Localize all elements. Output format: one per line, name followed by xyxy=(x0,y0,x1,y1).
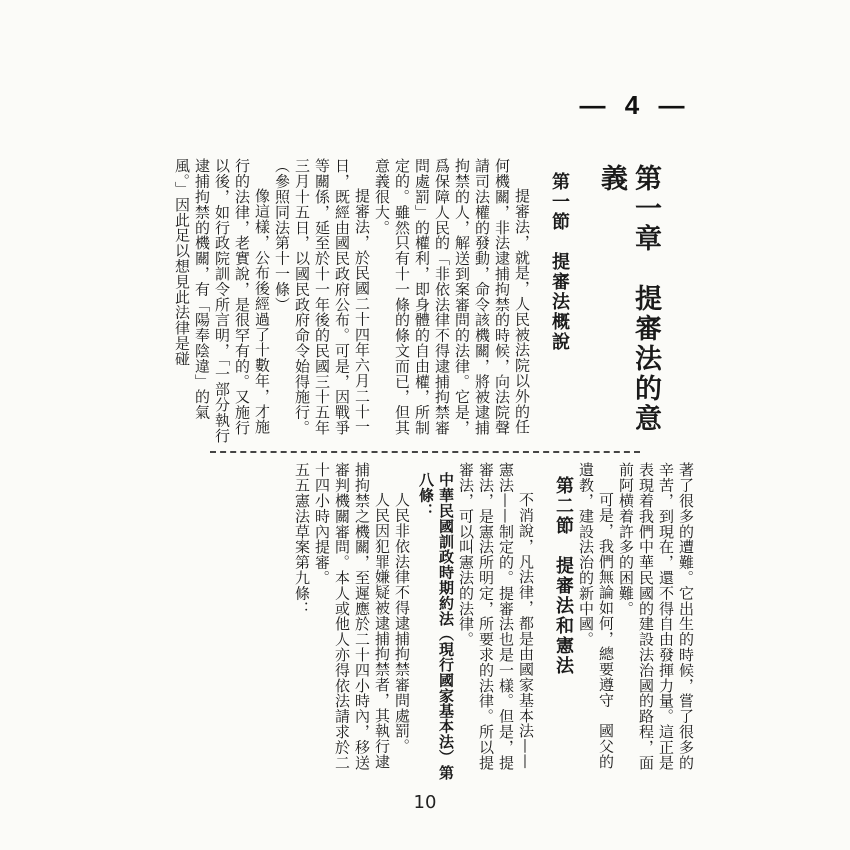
provisional-constitution-title: 中華民國訓政時期約法（現行國家基本法）第八條： xyxy=(417,472,455,780)
paragraph-resolve: 可是，我們無論如何，總要遵守 國父的遺教，建設法治的新中國。 xyxy=(577,462,615,770)
paragraph-constitution: 不消說，凡法律，都是由國家基本法——憲法——制定的。提審法也是一樣。但是，提審法，是憲法所明定，所要求的法律。所以提審法，可以叫憲法的法律。 xyxy=(457,462,535,770)
page-header-number: — 4 — xyxy=(579,90,691,120)
paragraph-promulgation: 提審法，於民國二十四年六月二十一日，既經由國民政府公布。可是，因戰爭等關係，延至於十一年後的民國三十五年三月十五日，以國民政府命令始得施行。（參照同法第十一條） xyxy=(273,158,371,436)
upper-text-block xyxy=(173,158,662,448)
section-title-2: 第二節 提審法和憲法 xyxy=(553,476,574,676)
article8-clause-a: 人民非依法律不得逮捕拘禁審問處罰。 xyxy=(393,492,411,754)
chapter-title: 第一章 提審法的意義 xyxy=(596,164,661,434)
paragraph-continuation: 著了很多的遭難。它出生的時候，嘗了很多的辛苦，到現在，還不得自由發揮力量。這正是表現着我們中華民國的建設法治國的路程，面前阿横着許多的困難。 xyxy=(617,462,695,770)
page-footer-number: 10 xyxy=(413,792,437,813)
article8-clause-b: 人民因犯罪嫌疑被逮捕拘禁者，其執行逮捕拘禁之機關，至遲應於二十四小時內，移送審判機關審問。本人或他人亦得依法請求於二十四小時內提審。 xyxy=(313,462,391,770)
paragraph-definition: 提審法，就是，人民被法院以外的任何機關，非法逮捕拘禁的時候，向法院聲請司法權的發動，命令該機關，將被逮捕拘禁的人，解送到案審問的法律。它是，爲保障人民的「非依法律不得逮捕拘禁審問處罰」的權利，即身體的自由權，所制定的。雖然只有十一條的條文而已，但其意義很大。 xyxy=(373,158,531,436)
column-divider xyxy=(210,451,640,453)
paragraph-enforcement: 像這樣，公布後經過了十數年，才施行的法律，老實說，是很罕有的。又施行以後，如行政院訓令所言明，「一部分執行逮捕拘禁的機關，有「陽奉陰違」的氣風。」因此足以想見此法律是碰 xyxy=(173,158,271,444)
draft-constitution-title: 五五憲法草案第九條： xyxy=(293,462,311,616)
lower-text-block xyxy=(206,462,696,782)
section-title-1: 第一節 提審法概說 xyxy=(549,172,570,352)
